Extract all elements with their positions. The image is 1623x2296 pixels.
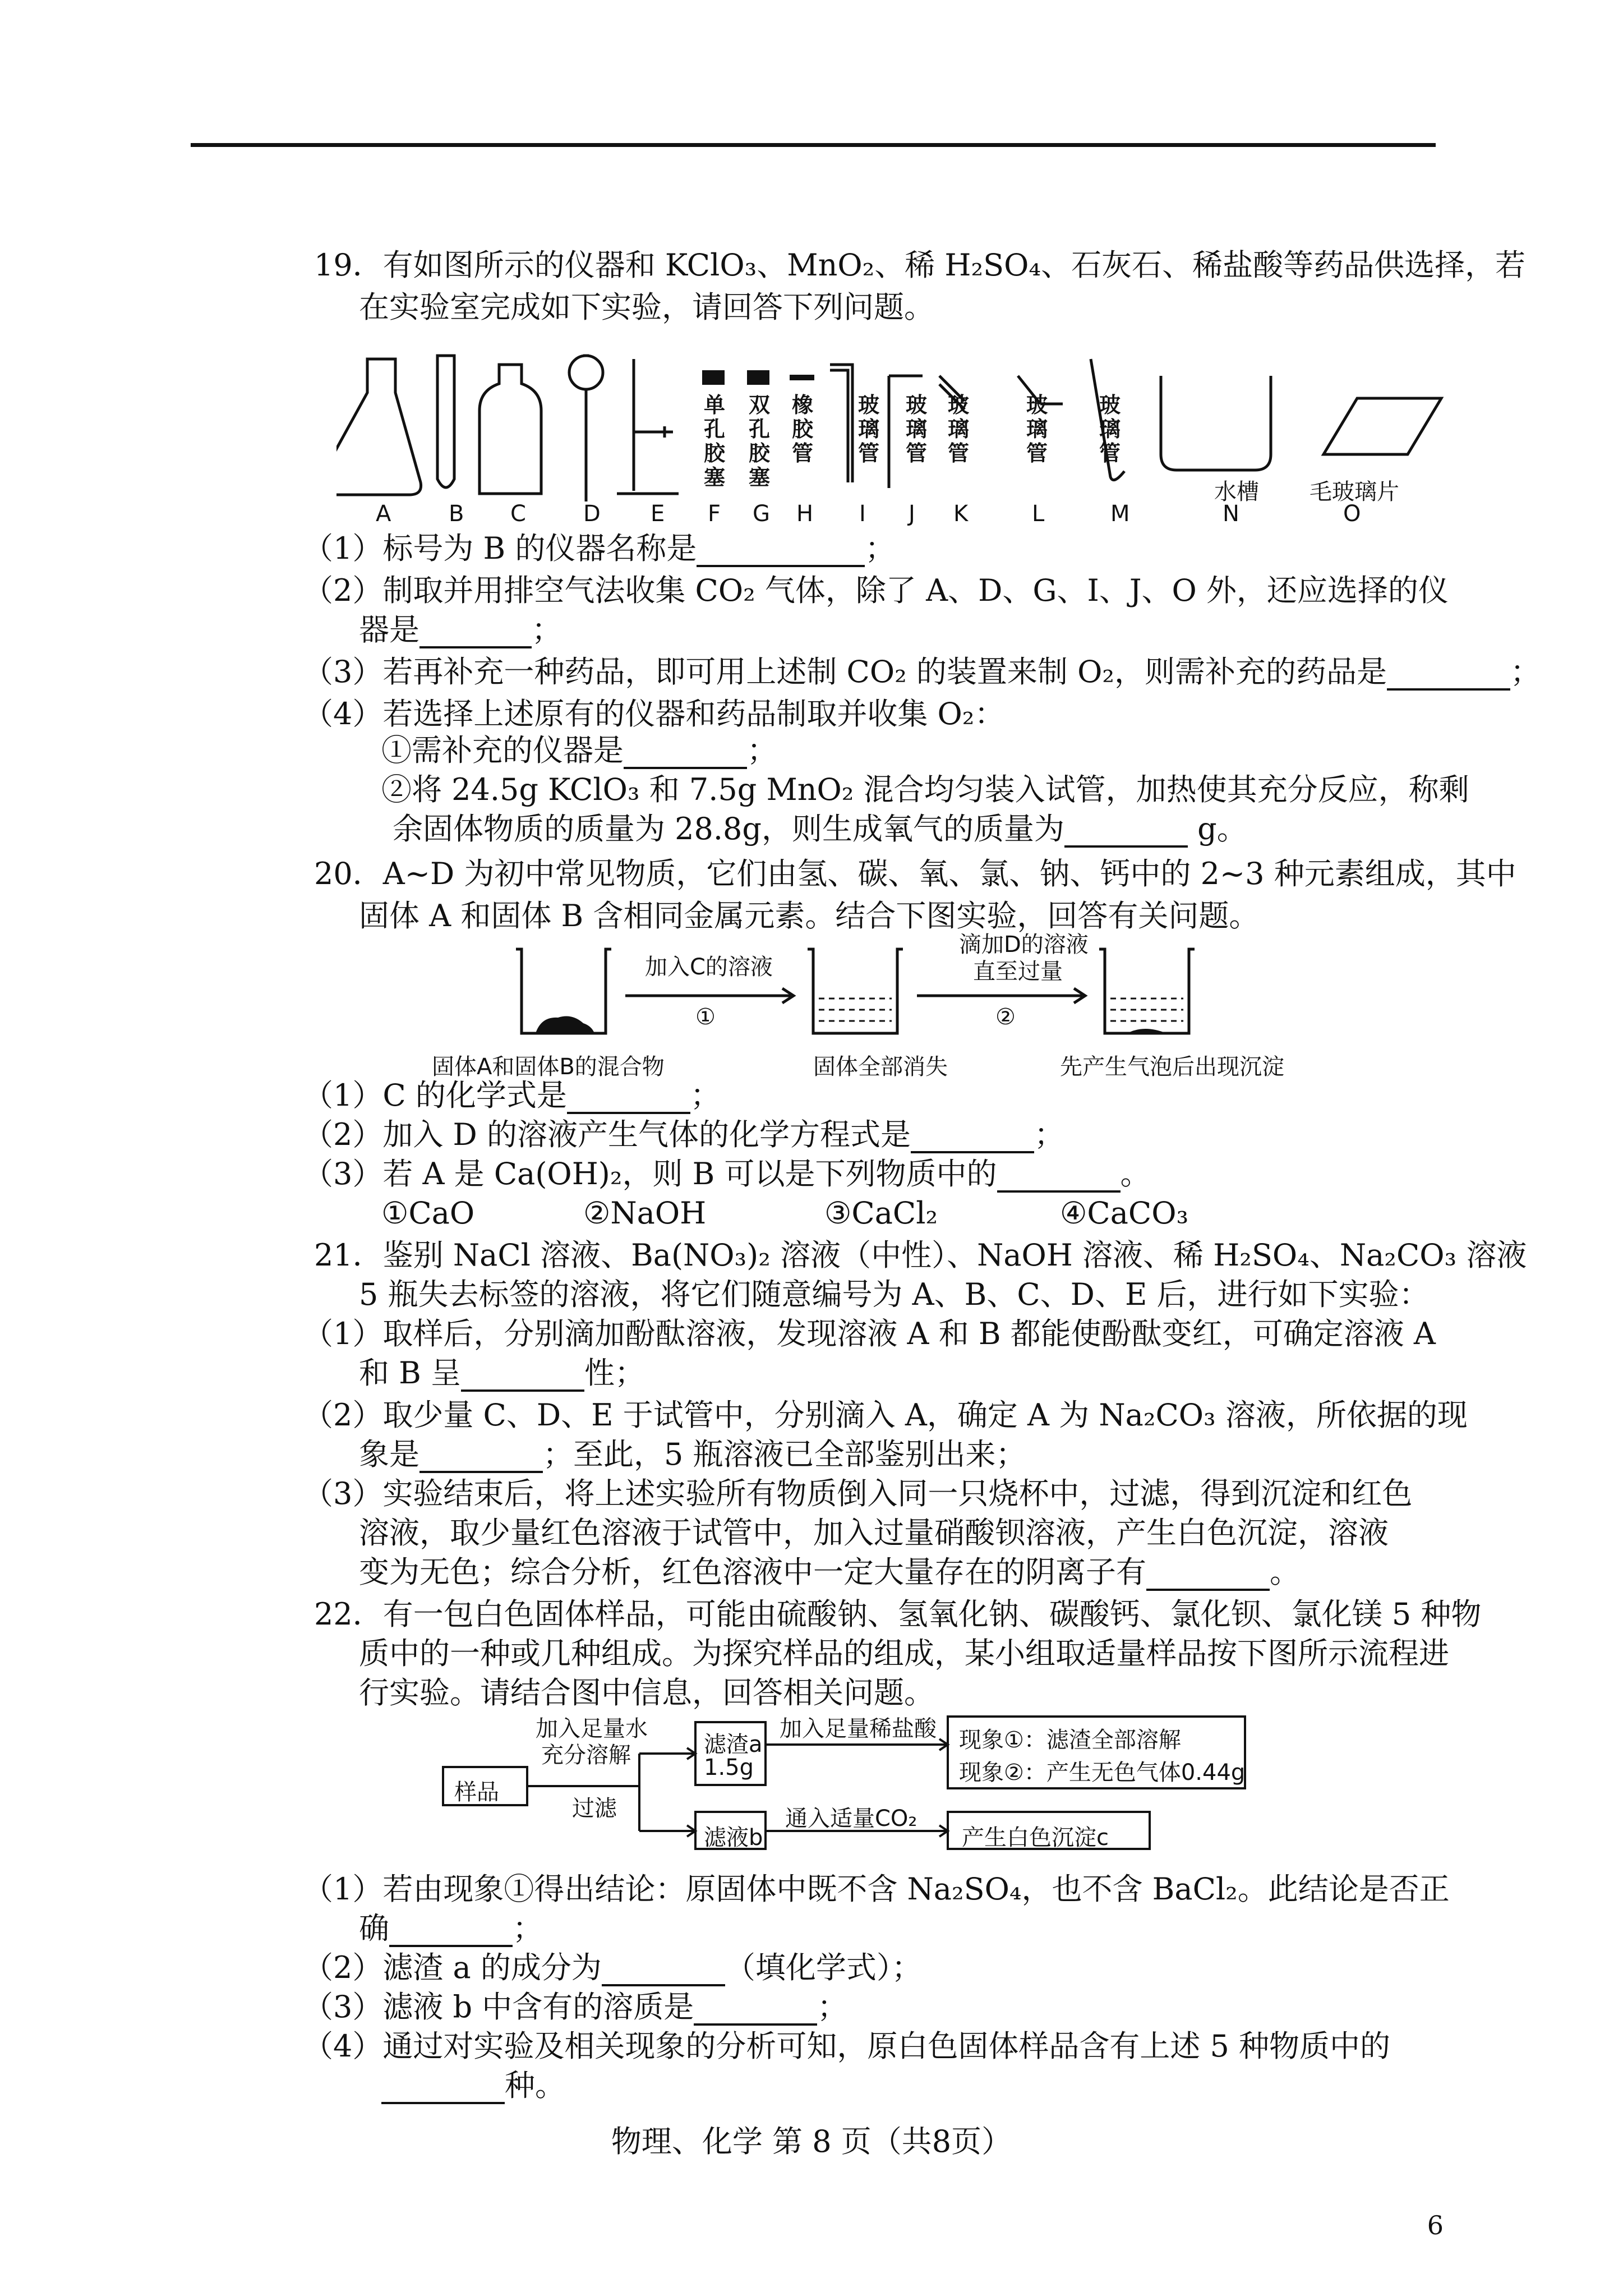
caption-water-trough: 水槽 (1214, 479, 1259, 505)
flow-step1-line1: 加入足量水 (536, 1716, 648, 1742)
q20-intro-line1: 20．A~D 为初中常见物质，它们由氢、碳、氧、氯、钠、钙中的 2~3 种元素组成，其中 (314, 856, 1516, 891)
label-l-char1: 玻 (1026, 393, 1048, 417)
q21-intro-line2: 5 瓶失去标签的溶液，将它们随意编号为 A、B、C、D、E 后，进行如下实验： (359, 1277, 1430, 1312)
svg-text:管: 管 (1026, 441, 1048, 466)
q20-part1: （1）C 的化学式是 ； (303, 1078, 721, 1113)
answer-blank[interactable] (697, 536, 865, 567)
q22-intro-line2: 质中的一种或几种组成。为探究样品的组成，某小组取适量样品按下图所示流程进 (359, 1636, 1449, 1671)
step1-label: 加入C的溶液 (645, 954, 773, 980)
caption-frosted-plate: 毛玻璃片 (1310, 479, 1399, 505)
letter-a: A (376, 501, 391, 527)
page-number: 6 (1427, 2210, 1444, 2240)
label-i-char1: 玻 (858, 393, 880, 417)
q20-part3: （3）若 A 是 Ca(OH)₂，则 B 可以是下列物质中的 。 (303, 1156, 1151, 1191)
q21-part1-line1: （1）取样后，分别滴加酚酞溶液，发现溶液 A 和 B 都能使酚酞变红，可确定溶液 A (303, 1316, 1436, 1351)
svg-text:管: 管 (906, 441, 928, 466)
q20-option-3: ③CaCl₂ (824, 1195, 938, 1231)
answer-blank[interactable] (1064, 816, 1188, 848)
q20-option-4: ④CaCO₃ (1060, 1195, 1189, 1231)
caption-dissolved: 固体全部消失 (813, 1054, 948, 1080)
q21-part2-line1: （2）取少量 C、D、E 于试管中，分别滴入 A，确定 A 为 Na₂CO₃ 溶液，所依据的现 (303, 1397, 1468, 1433)
answer-blank[interactable] (694, 1994, 817, 2026)
flow-sample: 样品 (454, 1779, 499, 1805)
flow-white-precipitate: 产生白色沉淀c (962, 1825, 1109, 1851)
q21-part3-line2: 溶液，取少量红色溶液于试管中，加入过量硝酸钡溶液，产生白色沉淀，溶液 (359, 1515, 1389, 1550)
q19-part4-sub2-line2: 余固体物质的质量为 28.8g，则生成氧气的质量为 g。 (393, 811, 1247, 846)
letter-n: N (1223, 501, 1239, 527)
step2-number: ② (995, 1004, 1016, 1030)
q20-option-1: ①CaO (381, 1195, 475, 1231)
flow-filter: 过滤 (572, 1796, 617, 1821)
q22-part1-line1: （1）若由现象①得出结论：原固体中既不含 Na₂SO₄，也不含 BaCl₂。此结论是否正 (303, 1871, 1450, 1907)
svg-text:管: 管 (948, 441, 970, 466)
letter-o: O (1343, 501, 1361, 527)
answer-blank[interactable] (624, 738, 747, 769)
svg-text:璃: 璃 (948, 417, 970, 441)
precipitate (1127, 1029, 1166, 1033)
wide-mouth-bottle-c (479, 365, 541, 494)
answer-blank[interactable] (1387, 659, 1510, 691)
separatory-funnel-d (569, 356, 603, 389)
svg-text:胶: 胶 (792, 417, 814, 441)
svg-text:管: 管 (792, 441, 814, 466)
answer-blank[interactable] (567, 1083, 690, 1114)
solid-mixture (536, 1016, 594, 1033)
letter-i: I (859, 501, 866, 527)
frosted-glass-plate-o (1324, 398, 1441, 454)
flow-residue-a: 滤渣a (704, 1732, 763, 1757)
step2-label-line1: 滴加D的溶液 (959, 932, 1089, 958)
answer-blank[interactable] (419, 1442, 543, 1473)
caption-mixture: 固体A和固体B的混合物 (432, 1054, 665, 1080)
glass-tube-i (830, 365, 852, 482)
q21-part2-line2: 象是 ；至此，5 瓶溶液已全部鉴别出来； (359, 1437, 1026, 1472)
svg-text:璃: 璃 (1099, 417, 1121, 441)
q22-part4-line1: （4）通过对实验及相关现象的分析可知，原白色固体样品含有上述 5 种物质中的 (303, 2028, 1391, 2064)
q19-intro-line2: 在实验室完成如下实验，请回答下列问题。 (359, 289, 934, 325)
letter-k: K (953, 501, 969, 527)
test-tube-b (437, 356, 454, 487)
q19-part2-line2: 器是 ； (359, 612, 562, 647)
svg-text:孔: 孔 (704, 417, 726, 441)
q19-apparatus-figure (336, 353, 1447, 522)
q21-part3-line1: （3）实验结束后，将上述实验所有物质倒入同一只烧杯中，过滤，得到沉淀和红色 (303, 1476, 1413, 1511)
flow-add-co2: 通入适量CO₂ (785, 1806, 917, 1832)
answer-blank[interactable] (911, 1122, 1034, 1153)
page-footer: 物理、化学 第 8 页（共8页） (611, 2124, 1012, 2159)
label-g-char1: 双 (749, 393, 771, 417)
letter-l: L (1032, 501, 1045, 527)
svg-text:管: 管 (1099, 441, 1121, 466)
q19-part4-sub1: ①需补充的仪器是 ； (381, 733, 777, 768)
answer-blank[interactable] (1146, 1559, 1270, 1591)
svg-text:胶: 胶 (704, 441, 726, 466)
letter-b: B (449, 501, 464, 527)
rubber-tube-h (790, 375, 814, 380)
q21-part3-line3: 变为无色；综合分析，红色溶液中一定大量存在的阴离子有 。 (359, 1554, 1300, 1590)
q20-experiment-diagram (505, 942, 1318, 1043)
letter-e: E (651, 501, 665, 527)
flow-residue-a-mass: 1.5g (704, 1755, 754, 1780)
conical-flask-a (336, 359, 421, 495)
svg-text:塞: 塞 (704, 465, 726, 490)
iron-stand-e (617, 359, 679, 494)
q19-part4: （4）若选择上述原有的仪器和药品制取并收集 O₂： (303, 696, 1005, 731)
q22-part3: （3）滤液 b 中含有的溶质是 ； (303, 1989, 848, 2024)
q19-part1: （1）标号为 B 的仪器名称是 ； (303, 531, 896, 566)
q19-part3: （3）若再补充一种药品，即可用上述制 CO₂ 的装置来制 O₂，则需补充的药品是 ； (303, 654, 1541, 689)
q22-part4-line2: 种。 (381, 2067, 565, 2104)
letter-j: J (909, 501, 915, 527)
caption-bubbles-precipitate: 先产生气泡后出现沉淀 (1060, 1054, 1284, 1080)
water-trough-n (1161, 376, 1271, 470)
label-f-char1: 单 (704, 393, 726, 417)
answer-blank[interactable] (997, 1161, 1121, 1193)
top-rule (191, 143, 1436, 147)
q19-part2-line1: （2）制取并用排空气法收集 CO₂ 气体，除了 A、D、G、I、J、O 外，还应选择的仪 (303, 573, 1449, 608)
q22-intro-line1: 22．有一包白色固体样品，可能由硫酸钠、氢氧化钠、碳酸钙、氯化钡、氯化镁 5 种物 (314, 1596, 1482, 1632)
letter-g: G (753, 501, 770, 527)
answer-blank[interactable] (461, 1360, 584, 1392)
answer-blank[interactable] (602, 1955, 725, 1986)
q19-intro-line1: 19．有如图所示的仪器和 KClO₃、MnO₂、稀 H₂SO₄、石灰石、稀盐酸等药品供选择，若 (314, 247, 1526, 283)
step2-label-line2: 直至过量 (973, 959, 1063, 984)
q22-part1-line2: 确 ； (359, 1911, 543, 1946)
flow-step1-line2: 充分溶解 (541, 1742, 631, 1768)
flow-add-hcl: 加入足量稀盐酸 (780, 1716, 937, 1742)
label-h-char1: 橡 (792, 393, 814, 417)
svg-text:璃: 璃 (858, 417, 880, 441)
svg-text:孔: 孔 (749, 417, 771, 441)
letter-h: H (796, 501, 814, 527)
letter-d: D (583, 501, 601, 527)
answer-blank[interactable] (389, 1916, 513, 1947)
q20-intro-line2: 固体 A 和固体 B 含相同金属元素。结合下图实验，回答有关问题。 (359, 898, 1260, 933)
single-hole-stopper-f (702, 370, 725, 385)
label-m-char1: 玻 (1099, 393, 1121, 417)
svg-text:胶: 胶 (749, 441, 771, 466)
flow-filtrate-b: 滤液b (704, 1825, 763, 1851)
letter-m: M (1110, 501, 1130, 527)
flow-phenomenon-1: 现象①：滤渣全部溶解 (959, 1727, 1181, 1753)
q19-part4-sub2-line1: ②将 24.5g KClO₃ 和 7.5g MnO₂ 混合均匀装入试管，加热使其充分反应，称剩 (381, 772, 1469, 807)
q20-option-2: ②NaOH (583, 1195, 707, 1231)
double-hole-stopper-g (747, 370, 769, 385)
svg-text:璃: 璃 (906, 417, 928, 441)
letter-f: F (708, 501, 721, 527)
q22-intro-line3: 行实验。请结合图中信息，回答相关问题。 (359, 1675, 934, 1710)
q21-part1-line2: 和 B 呈 性； (359, 1355, 645, 1391)
q21-intro-line1: 21．鉴别 NaCl 溶液、Ba(NO₃)₂ 溶液（中性）、NaOH 溶液、稀 H₂SO₄、Na₂CO₃ 溶液 (314, 1237, 1527, 1273)
letter-c: C (510, 501, 526, 527)
flow-phenomenon-2: 现象②：产生无色气体0.44g (959, 1760, 1246, 1786)
label-j-char1: 玻 (906, 393, 928, 417)
svg-text:塞: 塞 (749, 465, 771, 490)
step1-number: ① (695, 1004, 716, 1030)
svg-text:璃: 璃 (1026, 417, 1048, 441)
q20-part2: （2）加入 D 的溶液产生气体的化学方程式是 ； (303, 1117, 1064, 1152)
answer-blank[interactable] (419, 617, 532, 648)
q22-part2: （2）滤渣 a 的成分为 （填化学式）； (303, 1950, 922, 1985)
answer-blank[interactable] (381, 2073, 505, 2104)
label-k-char1: 玻 (948, 393, 970, 417)
svg-text:管: 管 (858, 441, 880, 466)
